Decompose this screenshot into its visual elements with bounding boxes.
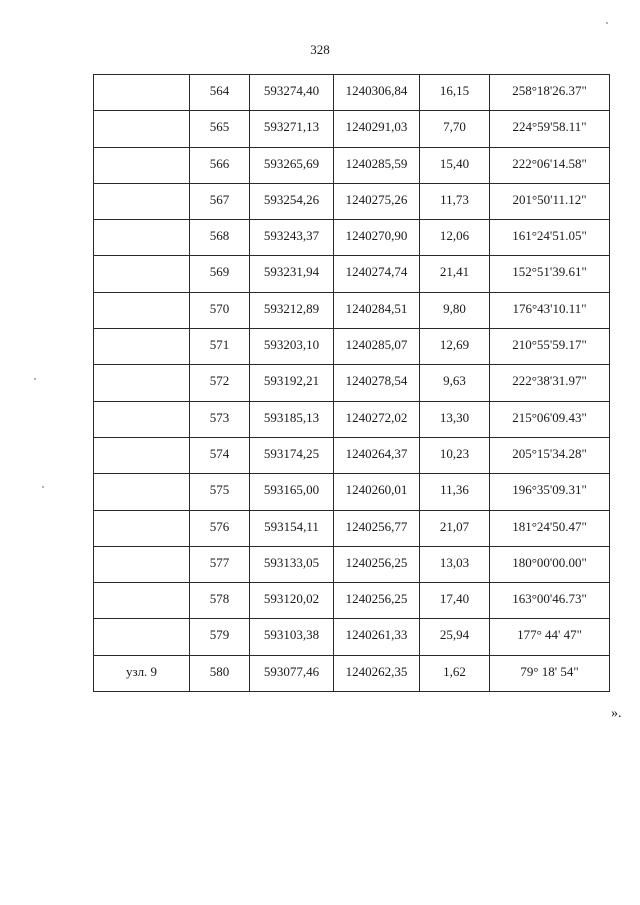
x-coordinate-cell: 593203,10: [250, 329, 334, 365]
node-cell: [94, 619, 190, 655]
table-row: [94, 292, 610, 328]
scan-speck: [606, 22, 608, 24]
point-number-cell: 568: [190, 220, 250, 256]
y-coordinate-cell: 1240264,37: [334, 437, 420, 473]
scan-speck: [34, 378, 36, 380]
x-coordinate-cell: 593254,26: [250, 183, 334, 219]
direction-angle-cell: 222°06'14.58": [490, 147, 610, 183]
y-coordinate-cell: 1240285,59: [334, 147, 420, 183]
node-cell: [94, 474, 190, 510]
y-coordinate-cell: 1240274,74: [334, 256, 420, 292]
direction-angle-cell: 176°43'10.11": [490, 292, 610, 328]
segment-length-cell: 11,73: [420, 183, 490, 219]
x-coordinate-cell: 593165,00: [250, 474, 334, 510]
table-row: [94, 256, 610, 292]
y-coordinate-cell: 1240285,07: [334, 329, 420, 365]
segment-length-cell: 7,70: [420, 111, 490, 147]
point-number-cell: 577: [190, 546, 250, 582]
table-row: [94, 474, 610, 510]
x-coordinate-cell: 593274,40: [250, 75, 334, 111]
point-number-cell: 570: [190, 292, 250, 328]
direction-angle-cell: 181°24'50.47": [490, 510, 610, 546]
segment-length-cell: 12,06: [420, 220, 490, 256]
segment-length-cell: 9,63: [420, 365, 490, 401]
direction-angle-cell: 215°06'09.43": [490, 401, 610, 437]
node-cell: узл. 9: [94, 655, 190, 691]
segment-length-cell: 13,30: [420, 401, 490, 437]
table-row: [94, 220, 610, 256]
table-row: [94, 546, 610, 582]
point-number-cell: 578: [190, 583, 250, 619]
x-coordinate-cell: 593120,02: [250, 583, 334, 619]
page-number: 328: [310, 42, 330, 57]
point-number-cell: 572: [190, 365, 250, 401]
x-coordinate-cell: 593133,05: [250, 546, 334, 582]
coordinates-table: [93, 74, 610, 692]
node-cell: [94, 401, 190, 437]
node-cell: [94, 437, 190, 473]
node-cell: [94, 329, 190, 365]
table-row: [94, 183, 610, 219]
segment-length-cell: 12,69: [420, 329, 490, 365]
direction-angle-cell: 210°55'59.17": [490, 329, 610, 365]
node-cell: [94, 147, 190, 183]
point-number-cell: 566: [190, 147, 250, 183]
table-row: [94, 111, 610, 147]
segment-length-cell: 9,80: [420, 292, 490, 328]
direction-angle-cell: 258°18'26.37": [490, 75, 610, 111]
node-cell: [94, 583, 190, 619]
y-coordinate-cell: 1240270,90: [334, 220, 420, 256]
x-coordinate-cell: 593174,25: [250, 437, 334, 473]
direction-angle-cell: 152°51'39.61": [490, 256, 610, 292]
direction-angle-cell: 205°15'34.28": [490, 437, 610, 473]
x-coordinate-cell: 593231,94: [250, 256, 334, 292]
segment-length-cell: 17,40: [420, 583, 490, 619]
segment-length-cell: 25,94: [420, 619, 490, 655]
y-coordinate-cell: 1240284,51: [334, 292, 420, 328]
table-row: [94, 437, 610, 473]
x-coordinate-cell: 593265,69: [250, 147, 334, 183]
segment-length-cell: 15,40: [420, 147, 490, 183]
table-row: [94, 510, 610, 546]
direction-angle-cell: 222°38'31.97": [490, 365, 610, 401]
direction-angle-cell: 161°24'51.05": [490, 220, 610, 256]
node-cell: [94, 183, 190, 219]
point-number-cell: 580: [190, 655, 250, 691]
point-number-cell: 569: [190, 256, 250, 292]
y-coordinate-cell: 1240260,01: [334, 474, 420, 510]
table-row: [94, 619, 610, 655]
segment-length-cell: 10,23: [420, 437, 490, 473]
direction-angle-cell: 177° 44' 47": [490, 619, 610, 655]
x-coordinate-cell: 593077,46: [250, 655, 334, 691]
y-coordinate-cell: 1240278,54: [334, 365, 420, 401]
y-coordinate-cell: 1240306,84: [334, 75, 420, 111]
y-coordinate-cell: 1240272,02: [334, 401, 420, 437]
table-row: [94, 365, 610, 401]
direction-angle-cell: 201°50'11.12": [490, 183, 610, 219]
segment-length-cell: 1,62: [420, 655, 490, 691]
node-cell: [94, 220, 190, 256]
x-coordinate-cell: 593185,13: [250, 401, 334, 437]
node-cell: [94, 365, 190, 401]
table-row: [94, 329, 610, 365]
x-coordinate-cell: 593192,21: [250, 365, 334, 401]
direction-angle-cell: 163°00'46.73": [490, 583, 610, 619]
x-coordinate-cell: 593212,89: [250, 292, 334, 328]
point-number-cell: 573: [190, 401, 250, 437]
table-row: [94, 655, 610, 691]
node-cell: [94, 256, 190, 292]
segment-length-cell: 16,15: [420, 75, 490, 111]
direction-angle-cell: 79° 18' 54": [490, 655, 610, 691]
point-number-cell: 571: [190, 329, 250, 365]
point-number-cell: 576: [190, 510, 250, 546]
y-coordinate-cell: 1240261,33: [334, 619, 420, 655]
node-cell: [94, 111, 190, 147]
direction-angle-cell: 180°00'00.00": [490, 546, 610, 582]
segment-length-cell: 21,07: [420, 510, 490, 546]
table-row: [94, 401, 610, 437]
point-number-cell: 564: [190, 75, 250, 111]
node-cell: [94, 510, 190, 546]
point-number-cell: 567: [190, 183, 250, 219]
point-number-cell: 574: [190, 437, 250, 473]
node-cell: [94, 75, 190, 111]
segment-length-cell: 21,41: [420, 256, 490, 292]
point-number-cell: 575: [190, 474, 250, 510]
segment-length-cell: 13,03: [420, 546, 490, 582]
x-coordinate-cell: 593271,13: [250, 111, 334, 147]
point-number-cell: 565: [190, 111, 250, 147]
point-number-cell: 579: [190, 619, 250, 655]
closing-quote-mark: ».: [611, 706, 622, 721]
segment-length-cell: 11,36: [420, 474, 490, 510]
y-coordinate-cell: 1240256,77: [334, 510, 420, 546]
y-coordinate-cell: 1240262,35: [334, 655, 420, 691]
y-coordinate-cell: 1240275,26: [334, 183, 420, 219]
y-coordinate-cell: 1240256,25: [334, 546, 420, 582]
scan-speck: [42, 486, 44, 488]
node-cell: [94, 292, 190, 328]
direction-angle-cell: 224°59'58.11": [490, 111, 610, 147]
x-coordinate-cell: 593103,38: [250, 619, 334, 655]
x-coordinate-cell: 593243,37: [250, 220, 334, 256]
y-coordinate-cell: 1240256,25: [334, 583, 420, 619]
direction-angle-cell: 196°35'09.31": [490, 474, 610, 510]
table-row: [94, 583, 610, 619]
coordinates-table-body: [94, 75, 610, 692]
x-coordinate-cell: 593154,11: [250, 510, 334, 546]
table-row: [94, 147, 610, 183]
table-row: [94, 75, 610, 111]
y-coordinate-cell: 1240291,03: [334, 111, 420, 147]
node-cell: [94, 546, 190, 582]
